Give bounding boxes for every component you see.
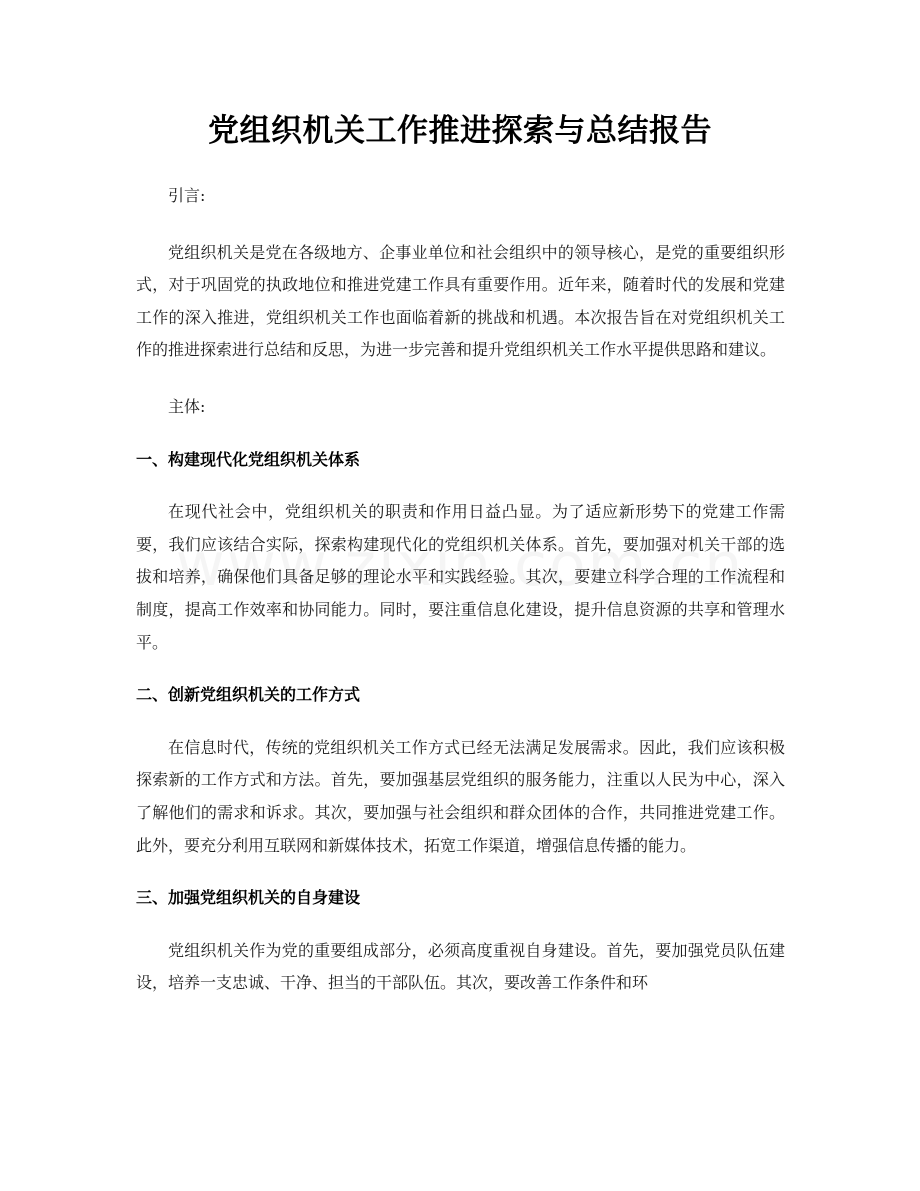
spacer: [136, 915, 785, 935]
document-body: [136, 180, 785, 1000]
document-title: 党组织机关工作推进探索与总结报告: [208, 113, 712, 149]
section-paragraph-3: 党组织机关作为党的重要组成部分，必须高度重视自身建设。首先，要加强党员队伍建设，培养一支忠诚、干净、担当的干部队伍。其次，要改善工作条件和环: [136, 940, 785, 993]
section-heading-2: 二、创新党组织机关的工作方式: [136, 685, 361, 705]
body-label: 主体:: [168, 396, 206, 416]
section-heading-3: 三、加强党组织机关的自身建设: [136, 888, 361, 908]
spacer: [136, 862, 785, 882]
intro-paragraph: 党组织机关是党在各级地方、企事业单位和社会组织中的领导核心，是党的重要组织形式，对于巩固党的执政地位和推进党建工作具有重要作用。近年来，随着时代的发展和党建工作的深入推进，党组织机关工作也面临着新的挑战和机遇。本次报告旨在对党组织机关工作的推进探索进行总结和反思，为进一步完善和提升党组织机关工作水平提供思路和建议。: [136, 242, 785, 360]
section-heading-1: 一、构建现代化党组织机关体系: [136, 449, 361, 469]
spacer: [136, 659, 785, 679]
spacer: [136, 367, 785, 391]
intro-label: 引言:: [168, 186, 206, 205]
spacer: [136, 424, 785, 444]
section-paragraph-2: 在信息时代，传统的党组织机关工作方式已经无法满足发展需求。因此，我们应该积极探索新的工作方式和方法。首先，要加强基层党组织的服务能力，注重以人民为中心，深入了解他们的需求和诉求。其次，要加强与社会组织和群众团体的合作，共同推进党建工作。此外，要充分利用互联网和新媒体技术，拓宽工作渠道，增强信息传播的能力。: [136, 737, 785, 855]
spacer: [136, 476, 785, 496]
spacer: [136, 712, 785, 732]
spacer: [136, 213, 785, 237]
section-paragraph-1: 在现代社会中，党组织机关的职责和作用日益凸显。为了适应新形势下的党建工作需要，我们应该结合实际，探索构建现代化的党组织机关体系。首先，要加强对机关干部的选拔和培养，确保他们具备足够的理论水平和实践经验。其次，要建立科学合理的工作流程和制度，提高工作效率和协同能力。同时，要注重信息化建设，提升信息资源的共享和管理水平。: [136, 502, 785, 652]
